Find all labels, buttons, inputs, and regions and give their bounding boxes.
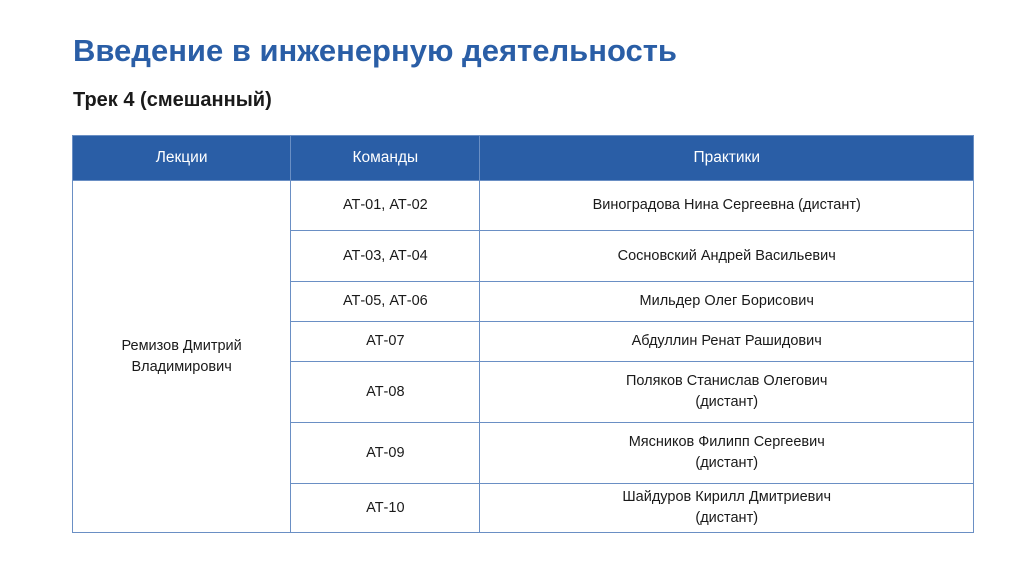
teams-cell: АТ-07 xyxy=(291,322,480,362)
header-teams: Команды xyxy=(291,136,480,181)
teams-cell: АТ-09 xyxy=(291,423,480,484)
practice-cell: Виноградова Нина Сергеевна (дистант) xyxy=(480,181,974,231)
practice-cell: Сосновский Андрей Васильевич xyxy=(480,231,974,282)
practice-cell: Абдуллин Ренат Рашидович xyxy=(480,322,974,362)
slide-title: Введение в инженерную деятельность xyxy=(73,33,677,68)
header-lectures: Лекции xyxy=(73,136,291,181)
teams-cell: АТ-03, АТ-04 xyxy=(291,231,480,282)
practice-cell: Мильдер Олег Борисович xyxy=(480,282,974,322)
table-header-row xyxy=(73,136,974,181)
schedule-table xyxy=(72,135,974,533)
practice-cell: Поляков Станислав Олегович (дистант) xyxy=(480,362,974,423)
header-practices: Практики xyxy=(480,136,974,181)
teams-cell: АТ-05, АТ-06 xyxy=(291,282,480,322)
table-row xyxy=(73,181,974,231)
slide-subtitle: Трек 4 (смешанный) xyxy=(73,89,272,111)
teams-cell: АТ-01, АТ-02 xyxy=(291,181,480,231)
teams-cell: АТ-08 xyxy=(291,362,480,423)
practice-cell: Шайдуров Кирилл Дмитриевич (дистант) xyxy=(480,484,974,533)
lecturer-cell: Ремизов Дмитрий Владимирович xyxy=(73,181,291,533)
teams-cell: АТ-10 xyxy=(291,484,480,533)
practice-cell: Мясников Филипп Сергеевич (дистант) xyxy=(480,423,974,484)
